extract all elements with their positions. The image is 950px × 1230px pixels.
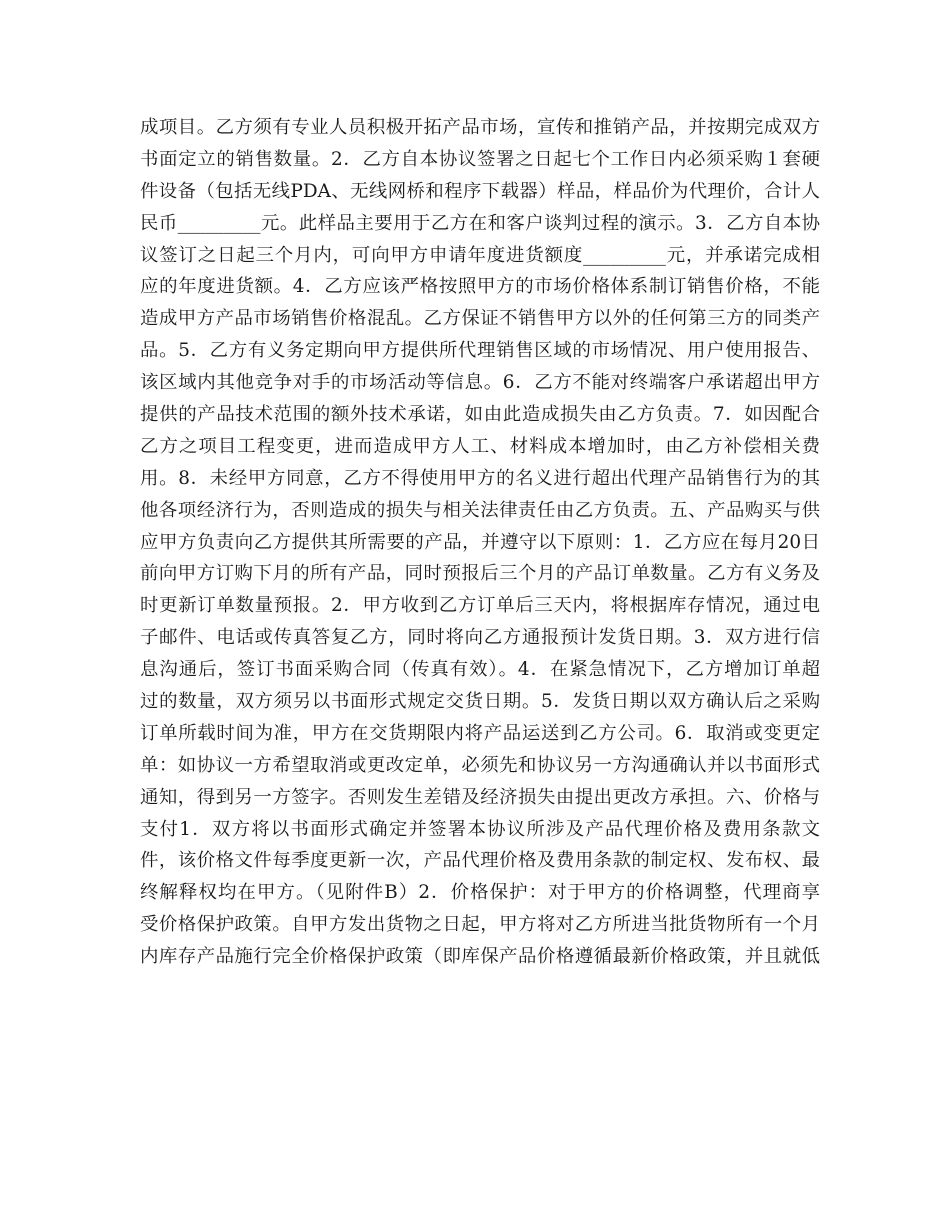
text-line: 该区域内其他竞争对手的市场活动等信息。6．乙方不能对终端客户承诺超出甲方 [140,372,820,394]
text-line: 息沟通后，签订书面采购合同（传真有效）。4．在紧急情况下，乙方增加订单超 [140,659,820,681]
text-line: 受价格保护政策。自甲方发出货物之日起，甲方将对乙方所进当批货物所有一个月 [140,914,820,936]
text-line: 终解释权均在甲方。（见附件B）2．价格保护：对于甲方的价格调整，代理商享 [140,882,820,904]
text-line: 支付1．双方将以书面形式确定并签署本协议所涉及产品代理价格及费用条款文 [140,818,820,840]
text-line: 通知，得到另一方签字。否则发生差错及经济损失由提出更改方承担。六、价格与 [140,786,820,808]
text-line: 时更新订单数量预报。2．甲方收到乙方订单后三天内，将根据库存情况，通过电 [140,595,820,617]
text-line: 议签订之日起三个月内，可向甲方申请年度进货额度_________元，并承诺完成相 [140,244,820,266]
text-line: 过的数量，双方须另以书面形式规定交货日期。5．发货日期以双方确认后之采购 [140,691,820,713]
text-line: 单：如协议一方希望取消或更改定单，必须先和协议另一方沟通确认并以书面形式 [140,754,820,776]
text-line: 他各项经济行为，否则造成的损失与相关法律责任由乙方负责。五、产品购买与供 [140,499,820,521]
text-line: 书面定立的销售数量。2．乙方自本协议签署之日起七个工作日内必须采购１套硬 [140,148,820,170]
text-line: 内库存产品施行完全价格保护政策（即库保产品价格遵循最新价格政策，并且就低 [140,946,820,968]
text-line: 品。5．乙方有义务定期向甲方提供所代理销售区域的市场情况、用户使用报告、 [140,340,820,362]
document-body [140,112,820,973]
text-line: 前向甲方订购下月的所有产品，同时预报后三个月的产品订单数量。乙方有义务及 [140,563,820,585]
text-line: 乙方之项目工程变更，进而造成甲方人工、材料成本增加时，由乙方补偿相关费 [140,435,820,457]
text-line: 订单所载时间为准，甲方在交货期限内将产品运送到乙方公司。6．取消或变更定 [140,722,820,744]
text-line: 民币_________元。此样品主要用于乙方在和客户谈判过程的演示。3．乙方自本协 [140,212,820,234]
text-line: 造成甲方产品市场销售价格混乱。乙方保证不销售甲方以外的任何第三方的同类产 [140,308,820,330]
text-line: 应的年度进货额。4．乙方应该严格按照甲方的市场价格体系制订销售价格，不能 [140,276,820,298]
text-line: 子邮件、电话或传真答复乙方，同时将向乙方通报预计发货日期。3．双方进行信 [140,627,820,649]
text-line: 件设备（包括无线PDA、无线网桥和程序下载器）样品，样品价为代理价，合计人 [140,180,820,202]
text-line: 件，该价格文件每季度更新一次，产品代理价格及费用条款的制定权、发布权、最 [140,850,820,872]
text-line: 用。8．未经甲方同意，乙方不得使用甲方的名义进行超出代理产品销售行为的其 [140,467,820,489]
text-line: 成项目。乙方须有专业人员积极开拓产品市场，宣传和推销产品，并按期完成双方 [140,117,820,138]
text-line: 提供的产品技术范围的额外技术承诺，如由此造成损失由乙方负责。7．如因配合 [140,404,820,426]
text-line: 应甲方负责向乙方提供其所需要的产品，并遵守以下原则：1．乙方应在每月20日 [140,531,820,553]
